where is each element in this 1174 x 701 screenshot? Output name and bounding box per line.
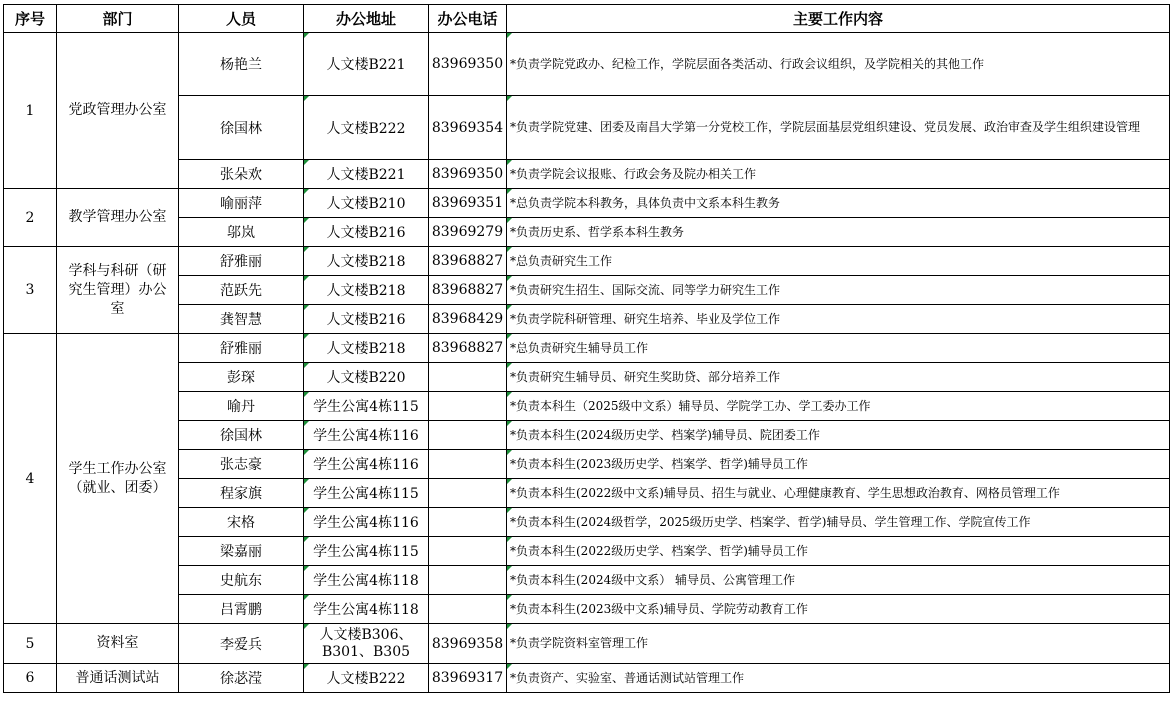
office-address: 学生公寓4栋115 (304, 479, 429, 508)
table-row (4, 392, 1170, 421)
header-person: 人员 (179, 5, 304, 33)
office-phone: 83969317 (429, 664, 507, 693)
duty-description: *负责本科生(2022级历史学、档案学、哲学)辅导员工作 (507, 537, 1170, 566)
group-number: 3 (4, 247, 57, 334)
person-name: 梁嘉丽 (179, 537, 304, 566)
table-row (4, 595, 1170, 624)
office-address: 人文楼B218 (304, 247, 429, 276)
department-name: 教学管理办公室 (57, 189, 179, 247)
office-address: 学生公寓4栋115 (304, 392, 429, 421)
department-name: 学科与科研（研究生管理）办公室 (57, 247, 179, 334)
duty-description: *负责学院党政办、纪检工作，学院层面各类活动、行政会议组织，及学院相关的其他工作 (507, 33, 1170, 96)
person-name: 宋格 (179, 508, 304, 537)
duty-description: *负责本科生(2023级中文系)辅导员、学院劳动教育工作 (507, 595, 1170, 624)
table-row (4, 421, 1170, 450)
duty-description: *负责研究生招生、国际交流、同等学力研究生工作 (507, 276, 1170, 305)
office-phone: 83969279 (429, 218, 507, 247)
duty-description: *总负责研究生辅导员工作 (507, 334, 1170, 363)
office-phone (429, 450, 507, 479)
office-phone (429, 363, 507, 392)
header-phone: 办公电话 (429, 5, 507, 33)
table-row (4, 664, 1170, 693)
table-row (4, 247, 1170, 276)
person-name: 舒雅丽 (179, 247, 304, 276)
staff-directory-table (3, 4, 1170, 693)
duty-description: *负责资产、实验室、普通话测试站管理工作 (507, 664, 1170, 693)
table-row (4, 276, 1170, 305)
office-address: 学生公寓4栋116 (304, 450, 429, 479)
header-duty: 主要工作内容 (507, 5, 1170, 33)
duty-description: *负责本科生(2023级历史学、档案学、哲学)辅导员工作 (507, 450, 1170, 479)
table-row (4, 33, 1170, 96)
office-address: 人文楼B218 (304, 334, 429, 363)
table-row (4, 479, 1170, 508)
header-row (4, 5, 1170, 33)
office-address: 学生公寓4栋116 (304, 421, 429, 450)
person-name: 张志豪 (179, 450, 304, 479)
person-name: 范跃先 (179, 276, 304, 305)
office-address: 学生公寓4栋115 (304, 537, 429, 566)
header-dept: 部门 (57, 5, 179, 33)
department-name: 资料室 (57, 624, 179, 664)
table-row (4, 160, 1170, 189)
table-row (4, 218, 1170, 247)
duty-description: *负责研究生辅导员、研究生奖助贷、部分培养工作 (507, 363, 1170, 392)
office-address: 人文楼B216 (304, 218, 429, 247)
person-name: 龚智慧 (179, 305, 304, 334)
group-number: 1 (4, 33, 57, 189)
duty-description: *负责本科生(2024级中文系） 辅导员、公寓管理工作 (507, 566, 1170, 595)
office-phone: 83968429 (429, 305, 507, 334)
table-row (4, 508, 1170, 537)
person-name: 彭琛 (179, 363, 304, 392)
duty-description: *总负责研究生工作 (507, 247, 1170, 276)
office-address: 人文楼B216 (304, 305, 429, 334)
header-address: 办公地址 (304, 5, 429, 33)
person-name: 李爱兵 (179, 624, 304, 664)
table-row (4, 363, 1170, 392)
person-name: 徐国林 (179, 421, 304, 450)
group-number: 2 (4, 189, 57, 247)
office-phone: 83969350 (429, 33, 507, 96)
person-name: 徐苾滢 (179, 664, 304, 693)
person-name: 喻丽萍 (179, 189, 304, 218)
office-address: 人文楼B210 (304, 189, 429, 218)
person-name: 史航东 (179, 566, 304, 595)
duty-description: *总负责学院本科教务，具体负责中文系本科生教务 (507, 189, 1170, 218)
office-phone: 83968827 (429, 334, 507, 363)
person-name: 杨艳兰 (179, 33, 304, 96)
office-address: 人文楼B306、B301、B305 (304, 624, 429, 664)
person-name: 徐国林 (179, 96, 304, 160)
office-phone (429, 595, 507, 624)
table-row (4, 96, 1170, 160)
office-address: 学生公寓4栋118 (304, 566, 429, 595)
duty-description: *负责学院会议报账、行政会务及院办相关工作 (507, 160, 1170, 189)
office-phone: 83969350 (429, 160, 507, 189)
office-address: 人文楼B221 (304, 160, 429, 189)
office-address: 学生公寓4栋118 (304, 595, 429, 624)
office-phone (429, 508, 507, 537)
office-phone (429, 537, 507, 566)
office-phone (429, 392, 507, 421)
office-address: 人文楼B222 (304, 664, 429, 693)
office-phone: 83969358 (429, 624, 507, 664)
group-number: 6 (4, 664, 57, 693)
person-name: 舒雅丽 (179, 334, 304, 363)
person-name: 程家旗 (179, 479, 304, 508)
duty-description: *负责本科生(2024级历史学、档案学)辅导员、院团委工作 (507, 421, 1170, 450)
department-name: 党政管理办公室 (57, 33, 179, 189)
person-name: 张朵欢 (179, 160, 304, 189)
office-address: 学生公寓4栋116 (304, 508, 429, 537)
person-name: 喻丹 (179, 392, 304, 421)
group-number: 4 (4, 334, 57, 624)
department-name: 学生工作办公室（就业、团委） (57, 334, 179, 624)
office-phone (429, 421, 507, 450)
person-name: 邬岚 (179, 218, 304, 247)
office-phone (429, 479, 507, 508)
duty-description: *负责本科生（2025级中文系）辅导员、学院学工办、学工委办工作 (507, 392, 1170, 421)
office-address: 人文楼B222 (304, 96, 429, 160)
office-phone: 83969351 (429, 189, 507, 218)
duty-description: *负责本科生(2024级哲学，2025级历史学、档案学、哲学)辅导员、学生管理工作、学院宣传工作 (507, 508, 1170, 537)
table-row (4, 189, 1170, 218)
duty-description: *负责本科生(2022级中文系)辅导员、招生与就业、心理健康教育、学生思想政治教育、网格员管理工作 (507, 479, 1170, 508)
office-phone: 83968827 (429, 247, 507, 276)
table-row (4, 566, 1170, 595)
office-address: 人文楼B221 (304, 33, 429, 96)
table-body (4, 33, 1170, 693)
duty-description: *负责学院资料室管理工作 (507, 624, 1170, 664)
table-row (4, 537, 1170, 566)
duty-description: *负责历史系、哲学系本科生教务 (507, 218, 1170, 247)
office-phone (429, 566, 507, 595)
office-phone: 83969354 (429, 96, 507, 160)
table-header (4, 5, 1170, 33)
person-name: 吕霄鹏 (179, 595, 304, 624)
table-row (4, 305, 1170, 334)
group-number: 5 (4, 624, 57, 664)
office-address: 人文楼B218 (304, 276, 429, 305)
header-no: 序号 (4, 5, 57, 33)
table-row (4, 450, 1170, 479)
department-name: 普通话测试站 (57, 664, 179, 693)
table-row (4, 334, 1170, 363)
office-address: 人文楼B220 (304, 363, 429, 392)
duty-description: *负责学院党建、团委及南昌大学第一分党校工作，学院层面基层党组织建设、党员发展、政治审查及学生组织建设管理 (507, 96, 1170, 160)
table-row (4, 624, 1170, 664)
office-phone: 83968827 (429, 276, 507, 305)
duty-description: *负责学院科研管理、研究生培养、毕业及学位工作 (507, 305, 1170, 334)
